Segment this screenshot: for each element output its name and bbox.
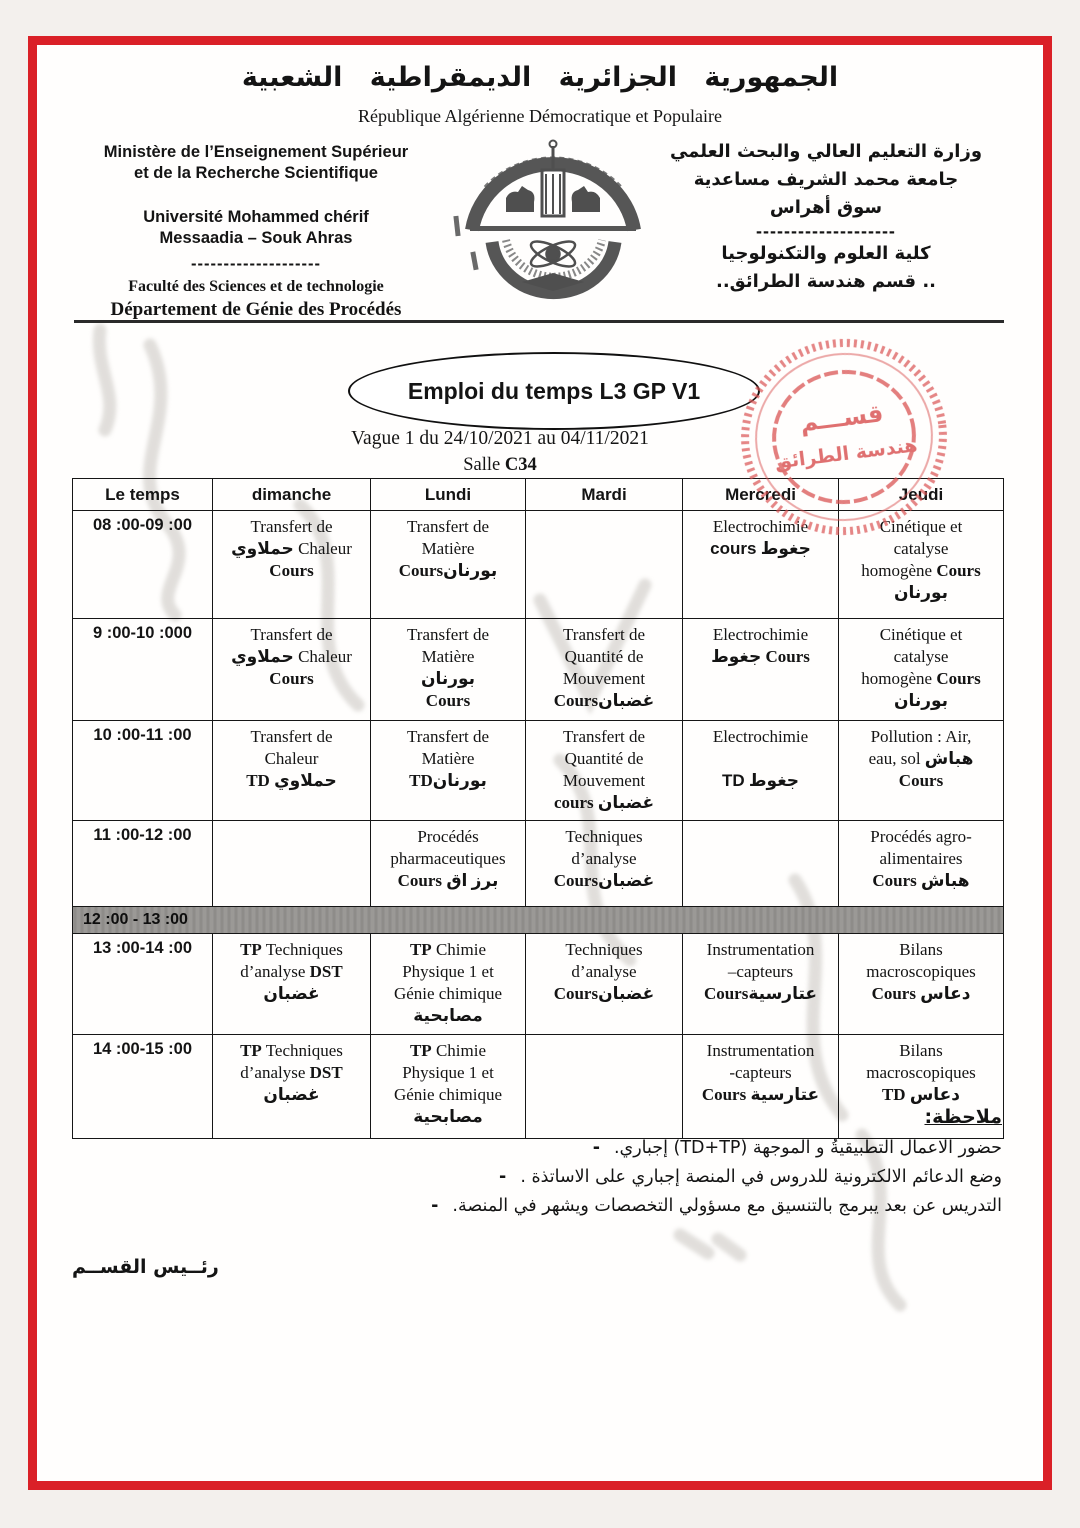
session-cell	[213, 1035, 371, 1139]
session-text-line: cours جغوط	[710, 539, 811, 559]
session-text-line: Coursغضبان	[553, 691, 655, 711]
session-cell	[213, 821, 371, 907]
session-text-line: Cinétique et	[879, 517, 963, 536]
session-text-line: d’analyse	[571, 849, 637, 869]
session-text-line: Mouvement	[562, 771, 646, 791]
session-text-line: TP Techniques	[240, 1041, 343, 1060]
period-subtitle: Vague 1 du 24/10/2021 au 04/11/2021	[351, 428, 649, 449]
session-text-line: بورنان	[893, 691, 949, 711]
session-text-line: Transfert de	[563, 625, 645, 644]
city-line-ar: سوق أهراس	[769, 196, 883, 218]
session-text-line: Quantité de	[564, 647, 644, 667]
emblem-tower	[542, 141, 564, 217]
session-cell	[371, 821, 526, 907]
note-item	[382, 1196, 1002, 1216]
session-text-line: macroscopiques	[866, 1063, 976, 1083]
session-cell	[526, 934, 683, 1035]
session-text-line: Transfert de	[563, 727, 645, 746]
session-text-line: مصابحية	[413, 1006, 483, 1026]
session-text-line: Cours	[269, 669, 314, 689]
header-separator-line	[74, 320, 1004, 323]
notes-heading: ملاحظة:	[924, 1106, 1002, 1128]
column-header-jeudi: Jeudi	[839, 479, 1004, 511]
session-text-line: Cours برز اق	[397, 871, 499, 891]
university-line: Messaadia – Souk Ahras	[159, 229, 353, 248]
session-text-line: TD حملاوي	[246, 771, 337, 791]
session-text-line: Transfert de	[250, 517, 333, 536]
department-stamp	[726, 324, 961, 550]
session-cell	[839, 934, 1004, 1035]
note-item	[382, 1167, 1002, 1187]
session-cell	[526, 721, 683, 821]
session-cell	[683, 934, 839, 1035]
session-text-line: Techniques	[565, 940, 643, 959]
session-text-line: Génie chimique	[393, 1085, 503, 1105]
session-text-line: Instrumentation	[706, 940, 815, 959]
session-text-line: Transfert de	[250, 625, 333, 644]
session-cell	[213, 619, 371, 721]
session-text-line: –capteurs	[727, 962, 794, 982]
session-text-line: Electrochimie	[712, 625, 809, 644]
room-label: Salle	[463, 455, 505, 475]
stamp-text-line1: قســـم	[798, 399, 885, 438]
lunch-break-cell: 12 :00 - 13 :00	[73, 907, 1004, 934]
session-cell	[371, 934, 526, 1035]
note-bullet-dash: -	[499, 1167, 507, 1187]
session-text-line: Coursبورنان	[398, 561, 498, 581]
session-text-line: homogène Cours	[861, 561, 981, 581]
ministry-block-french	[86, 142, 426, 323]
time-slot-label: 9 :00-10 :000	[73, 619, 213, 721]
session-text-line: Quantité de	[564, 749, 644, 769]
note-item	[382, 1138, 1002, 1158]
session-cell	[683, 619, 839, 721]
time-slot-label: 11 :00-12 :00	[73, 821, 213, 907]
emblem-atom	[528, 237, 578, 272]
session-text-line: TDبورنان	[409, 771, 487, 791]
country-title-arabic: الجمهورية الجزائرية الديمقراطية الشعبية	[241, 62, 839, 93]
session-text-line: Mouvement	[562, 669, 646, 689]
session-cell	[526, 511, 683, 619]
session-text-line: TP Chimie	[409, 1041, 487, 1060]
timetable-row	[73, 619, 1004, 721]
timetable-row	[73, 821, 1004, 907]
lunch-break-row	[73, 907, 1004, 934]
session-text-line: Cours	[425, 691, 471, 711]
note-text: وضع الدعائم الالكترونية للدروس في المنصة إجباري على الاساتذة .	[520, 1167, 1002, 1187]
note-text: التدريس عن بعد يبرمج بالتنسيق مع مسؤولي التخصصات ويشهر في المنصة.	[452, 1196, 1002, 1216]
column-header-lundi: Lundi	[371, 479, 526, 511]
university-line-ar: جامعة محمد الشريف مساعدية	[693, 168, 959, 190]
session-text-line: pharmaceutiques	[390, 849, 506, 869]
session-text-line: TD دعاس	[881, 1085, 961, 1105]
timetable-row	[73, 934, 1004, 1035]
ministry-block-arabic	[648, 138, 1004, 295]
time-slot-label: 13 :00-14 :00	[73, 934, 213, 1035]
session-text-line: غضبان	[263, 984, 320, 1004]
department-line: Département de Génie des Procédés	[110, 298, 402, 320]
note-text: حضور الاعمال التطبيقيةُ و الموجهة (TD+TP) إجباري.	[613, 1138, 1002, 1158]
timetable-table	[72, 478, 1004, 1139]
column-header-dimanche: dimanche	[213, 479, 371, 511]
session-text-line: Transfert de	[407, 625, 489, 644]
session-text-line: Procédés	[417, 827, 479, 846]
time-slot-label: 14 :00-15 :00	[73, 1035, 213, 1139]
column-header-le-temps: Le temps	[73, 479, 213, 511]
session-text-line: d’analyse DST	[240, 962, 343, 982]
session-text-line: Cours عتارسية	[701, 1085, 820, 1105]
ministry-line: Ministère de l’Enseignement Supérieur	[103, 143, 409, 161]
session-text-line: Cours	[898, 771, 944, 791]
session-text-line: Physique 1 et	[402, 1063, 494, 1083]
session-text-line	[686, 748, 835, 770]
faculty-line: Faculté des Sciences et de technologie	[128, 278, 384, 296]
department-head-signature: رئــيس القســم	[72, 1256, 219, 1278]
session-cell	[839, 619, 1004, 721]
divider-dashes: --------------------	[191, 254, 321, 273]
session-text-line: d’analyse DST	[240, 1063, 343, 1083]
session-text-line: Instrumentation	[706, 1041, 815, 1060]
ministry-line-ar: وزارة التعليم العالي والبحث العلمي	[669, 141, 983, 162]
session-text-line: Bilans	[899, 1041, 943, 1060]
university-logo	[446, 130, 660, 314]
ministry-line: et de la Recherche Scientifique	[134, 164, 378, 183]
session-text-line: جغوط Cours	[711, 647, 810, 667]
session-cell	[839, 721, 1004, 821]
session-text-line: Génie chimique	[393, 984, 503, 1004]
session-text-line: Cours	[269, 561, 314, 581]
session-text-line: Coursغضبان	[553, 871, 655, 891]
timetable-row	[73, 721, 1004, 821]
session-text-line: مصابحية	[413, 1107, 483, 1127]
time-slot-label: 08 :00-09 :00	[73, 511, 213, 619]
notes-list	[382, 1138, 1002, 1216]
session-cell	[371, 721, 526, 821]
session-cell	[683, 721, 839, 821]
session-cell	[683, 821, 839, 907]
session-text-line: eau, sol هباش	[868, 749, 974, 769]
session-text-line: Techniques	[565, 827, 643, 846]
session-text-line: Cinétique et	[879, 625, 963, 644]
session-text-line: Pollution : Air,	[870, 727, 972, 746]
session-cell	[839, 821, 1004, 907]
note-bullet-dash: -	[592, 1138, 600, 1158]
time-slot-label: 10 :00-11 :00	[73, 721, 213, 821]
session-text-line: Bilans	[899, 940, 943, 959]
session-text-line: d’analyse	[571, 962, 637, 982]
session-text-line: -capteurs	[729, 1063, 792, 1083]
stamp-text-line2: هندسة الطرائق	[773, 434, 919, 474]
session-text-line: cours غضبان	[553, 793, 655, 813]
session-text-line: بورنان	[893, 583, 949, 603]
session-cell	[371, 619, 526, 721]
session-text-line: catalyse	[893, 539, 949, 559]
session-text-line: Cours دعاس	[871, 984, 971, 1004]
session-text-line: Electrochimie	[712, 517, 809, 536]
session-text-line: macroscopiques	[866, 962, 976, 982]
university-line: Université Mohammed chérif	[143, 207, 369, 226]
session-text-line: Transfert de	[407, 727, 489, 746]
session-text-line: Physique 1 et	[402, 962, 494, 982]
session-text-line: Chaleur	[264, 749, 319, 769]
session-text-line: Procédés agro-	[870, 827, 972, 846]
session-text-line: Transfert de	[250, 727, 333, 746]
session-text-line: Electrochimie	[712, 727, 809, 746]
session-cell	[526, 821, 683, 907]
session-text-line: Matière	[421, 539, 475, 559]
session-text-line: حملاوي Chaleur	[231, 539, 352, 559]
notes-section	[382, 1106, 1002, 1225]
session-text-line: Matière	[421, 647, 475, 667]
session-cell	[526, 619, 683, 721]
session-cell	[371, 511, 526, 619]
timetable-title	[348, 352, 760, 430]
country-title-french: République Algérienne Démocratique et Populaire	[358, 106, 722, 126]
divider-dashes: --------------------	[756, 220, 896, 241]
session-text-line: Coursعتارسية	[703, 984, 818, 1004]
session-text-line: catalyse	[893, 647, 949, 667]
session-text-line: غضبان	[263, 1085, 320, 1105]
timetable-title-text: Emploi du temps L3 GP V1	[407, 377, 701, 404]
session-text-line: Coursغضبان	[553, 984, 655, 1004]
session-text-line: Cours هباش	[872, 871, 970, 891]
room-value: C34	[504, 455, 537, 475]
session-text-line: TP Chimie	[409, 940, 487, 959]
session-cell	[213, 934, 371, 1035]
faculty-line-ar: كلية العلوم والتكنولوجيا	[721, 242, 931, 264]
note-bullet-dash: -	[431, 1196, 439, 1216]
session-text-line: TP Techniques	[240, 940, 343, 959]
session-text-line: alimentaires	[879, 849, 963, 869]
session-text-line: حملاوي Chaleur	[231, 647, 352, 667]
column-header-mardi: Mardi	[526, 479, 683, 511]
department-line-ar: .. قسم هندسة الطرائق..	[715, 270, 937, 292]
session-text-line: Transfert de	[407, 517, 489, 536]
session-cell	[213, 511, 371, 619]
session-cell	[213, 721, 371, 821]
column-header-mercredi: Mercredi	[683, 479, 839, 511]
session-text-line: TD جغوط	[721, 771, 800, 791]
session-text-line: Matière	[421, 749, 475, 769]
session-text-line: homogène Cours	[861, 669, 981, 689]
emblem-bar	[470, 226, 636, 231]
session-text-line: بورنان	[420, 669, 476, 689]
